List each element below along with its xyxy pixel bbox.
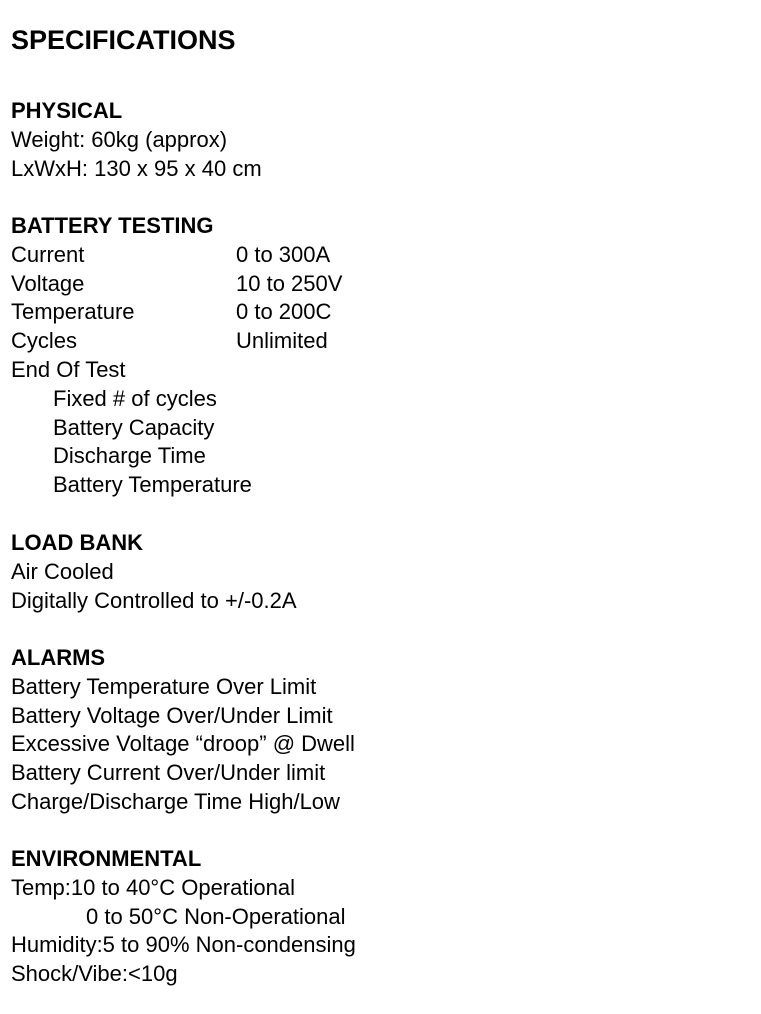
load-bank-item: Digitally Controlled to +/-0.2A xyxy=(11,587,297,613)
spec-value: Unlimited xyxy=(236,328,328,354)
battery-testing-section xyxy=(11,212,756,500)
environmental-heading: ENVIRONMENTAL xyxy=(11,846,202,871)
spec-row-cycles xyxy=(11,327,756,356)
temp-operational-spec: Temp:10 to 40°C Operational xyxy=(11,874,295,900)
end-of-test-item: Battery Capacity xyxy=(53,414,215,440)
spec-value: 10 to 250V xyxy=(236,270,343,296)
end-of-test-item: Discharge Time xyxy=(53,443,206,469)
physical-heading: PHYSICAL xyxy=(11,98,123,123)
alarm-item: Charge/Discharge Time High/Low xyxy=(11,788,340,814)
page-title: SPECIFICATIONS xyxy=(11,25,236,55)
end-of-test-label: End Of Test xyxy=(11,356,126,382)
load-bank-section xyxy=(11,529,756,615)
dimensions-spec: LxWxH: 130 x 95 x 40 cm xyxy=(11,155,262,181)
shock-vibe-spec: Shock/Vibe:<10g xyxy=(11,961,178,987)
weight-spec: Weight: 60kg (approx) xyxy=(11,126,228,152)
load-bank-heading: LOAD BANK xyxy=(11,530,143,555)
spec-row-voltage xyxy=(11,270,756,299)
temp-non-operational-spec: 0 to 50°C Non-Operational xyxy=(86,903,346,929)
alarm-item: Battery Temperature Over Limit xyxy=(11,673,317,699)
alarms-section xyxy=(11,644,756,817)
humidity-spec: Humidity:5 to 90% Non-condensing xyxy=(11,932,356,958)
spec-label: Temperature xyxy=(11,299,135,325)
alarms-heading: ALARMS xyxy=(11,645,106,670)
end-of-test-item: Fixed # of cycles xyxy=(53,385,217,411)
end-of-test-item: Battery Temperature xyxy=(53,472,252,498)
load-bank-item: Air Cooled xyxy=(11,558,114,584)
spec-label: Current xyxy=(11,241,85,267)
spec-value: 0 to 300A xyxy=(236,241,331,267)
alarm-item: Battery Voltage Over/Under Limit xyxy=(11,702,333,728)
battery-testing-heading: BATTERY TESTING xyxy=(11,213,214,238)
environmental-section xyxy=(11,845,756,989)
spec-value: 0 to 200C xyxy=(236,299,332,325)
physical-section xyxy=(11,97,756,183)
spec-label: Cycles xyxy=(11,328,78,354)
spec-row-temperature xyxy=(11,298,756,327)
spec-row-current xyxy=(11,241,756,270)
spec-label: Voltage xyxy=(11,270,85,296)
alarm-item: Excessive Voltage “droop” @ Dwell xyxy=(11,731,355,757)
alarm-item: Battery Current Over/Under limit xyxy=(11,760,326,786)
